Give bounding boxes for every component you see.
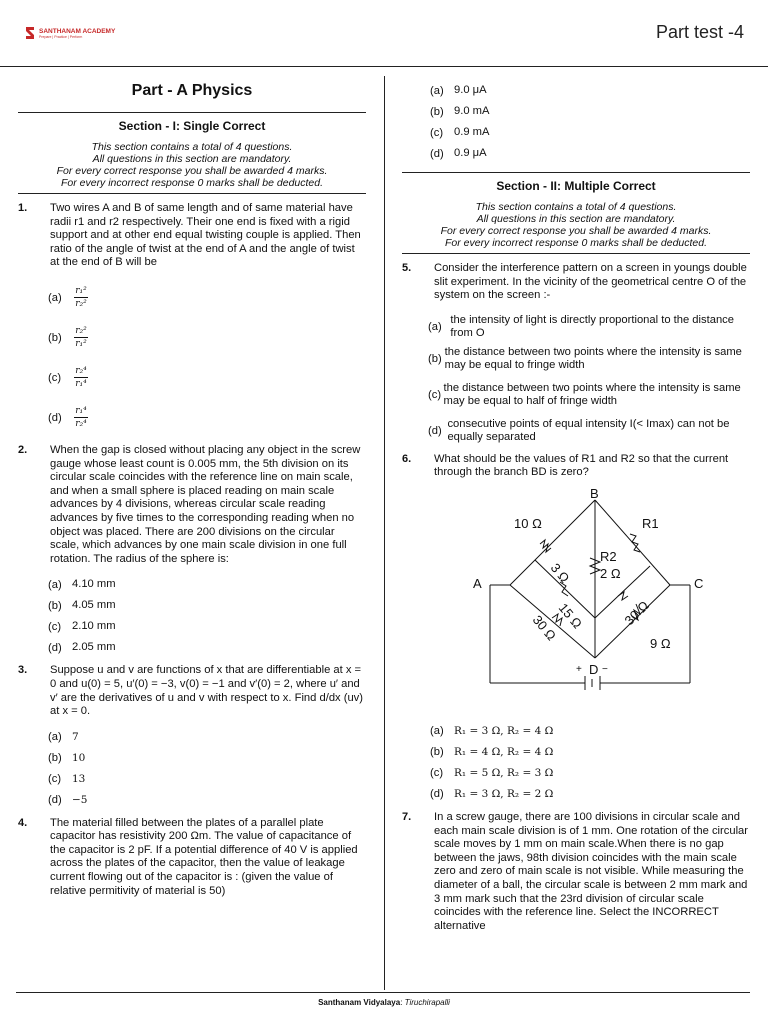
node-label: A [473, 575, 482, 591]
page-header [0, 0, 768, 68]
option-text: R₁ = 3 Ω, R₂ = 2 Ω [454, 787, 554, 800]
option[interactable] [430, 101, 750, 122]
svg-text:+: + [576, 663, 582, 675]
option[interactable] [430, 742, 750, 763]
option-label: (a) [48, 291, 62, 304]
numerator: r₁² [75, 286, 87, 297]
option[interactable] [428, 343, 750, 375]
option[interactable] [430, 143, 750, 164]
logo-name: SANTHANAM ACADEMY [39, 27, 116, 35]
resistor-label: 30 Ω [529, 612, 560, 644]
question-1 [18, 202, 366, 270]
question-number: 4. [18, 816, 28, 829]
header-divider [0, 66, 768, 67]
svg-text:−: − [602, 663, 608, 675]
right-column [402, 80, 750, 941]
instruction-line: This section contains a total of 4 questions. [475, 201, 677, 213]
option-text: the intensity of light is directly proportional to the distance from O [450, 313, 734, 339]
section-1-instructions [18, 141, 366, 194]
denominator: r₁² [75, 339, 87, 350]
option[interactable] [48, 727, 366, 748]
option-text: 4.10 mm [72, 578, 116, 591]
numerator: r₂² [75, 326, 87, 337]
instruction-line: For every incorrect response 0 marks shall be deducted. [60, 177, 324, 189]
resistor-label: 3 Ω [547, 560, 573, 586]
option[interactable] [430, 763, 750, 784]
question-number: 6. [402, 452, 412, 465]
option[interactable] [430, 80, 750, 101]
option-text: R₁ = 4 Ω, R₂ = 4 Ω [454, 745, 554, 758]
option-text: 4.05 mm [72, 599, 116, 612]
resistor-label: 2 Ω [600, 565, 621, 581]
test-title: Part test -4 [655, 22, 744, 42]
question-number: 1. [18, 202, 28, 214]
resistor-label: 30 Ω [621, 597, 652, 629]
option[interactable] [48, 398, 366, 438]
part-title: Part - A Physics [131, 82, 253, 99]
section-1-title: Section - I: Single Correct [18, 112, 366, 133]
logo-tagline: Prepare | Practice | Perform [39, 34, 83, 39]
fraction [74, 286, 88, 309]
option-label: (c) [48, 371, 62, 384]
option-text: consecutive points of equal intensity I(< Imax) can not be equally separated [447, 417, 730, 443]
option[interactable] [48, 790, 366, 811]
fraction [74, 366, 88, 389]
question-text: What should be the values of R1 and R2 so that the current through the branch BD is zero? [434, 452, 729, 479]
footer-divider [16, 992, 750, 993]
section-2-instructions [402, 201, 750, 254]
option[interactable] [48, 318, 366, 358]
resistor-label: R2 [600, 548, 617, 564]
option-label: (b) [428, 352, 442, 365]
instruction-line: For every correct response you shall be awarded 4 marks. [440, 225, 712, 237]
option-label: (a) [48, 578, 62, 591]
denominator: r₂⁴ [75, 419, 87, 430]
node-label: B [590, 487, 599, 501]
question-text: Consider the interference pattern on a screen in youngs double slit experiment. In the vicinity of the geometrical centre O of the system on the screen :- [434, 262, 747, 302]
resistor-label: 9 Ω [650, 635, 671, 651]
option[interactable] [428, 375, 750, 415]
option[interactable] [48, 748, 366, 769]
option[interactable] [48, 616, 366, 637]
question-text: The material filled between the plates of a parallel plate capacitor has resistivity 200 Ωm. The value of capacitance of the capacitor is 2 pF. If a potential difference of 40 V is applied across the plates of the capacitor, then the value of leakage current flowing out of the capacitor is : (given the value of relative permitivity of material is 50) [50, 816, 358, 897]
option[interactable] [430, 721, 750, 742]
denominator: r₁⁴ [75, 379, 87, 390]
option-text: R₁ = 5 Ω, R₂ = 3 Ω [454, 766, 554, 779]
circuit-figure [402, 488, 750, 711]
option-text: 2.05 mm [72, 641, 116, 654]
option-text: the distance between two points where the intensity is same may be equal to half of fringe width [443, 381, 741, 407]
option-text: R₁ = 3 Ω, R₂ = 4 Ω [454, 724, 554, 737]
option-text: 0.9 μA [454, 147, 487, 159]
question-number: 5. [402, 262, 412, 274]
question-number: 2. [18, 443, 28, 456]
question-text: Two wires A and B of same length and of same material have radii r1 and r2 respectively. Their one end is fixed with a rigid support and at other end equal twisting couple is applied. Then ratio of the angle of twist at the end of A and the angle of twist at the end of B will be [50, 202, 361, 269]
option-label: (b) [48, 599, 62, 612]
option[interactable] [48, 278, 366, 318]
academy-logo [24, 26, 115, 40]
question-4-options [430, 80, 750, 164]
column-divider [384, 76, 385, 990]
option-label: (d) [48, 411, 62, 424]
option[interactable] [430, 784, 750, 805]
left-column [18, 80, 366, 906]
option[interactable] [48, 769, 366, 790]
question-text: When the gap is closed without placing any object in the screw gauge whose least count is 0.005 mm, the 5th division on its circular scale coincides with the reference line on main scale, and when a small sphere is placed reading on main scale advances by 4 divisions, whereas circular scale reading advances by five times to the corresponding reading when no object was placed. There are 200 divisions on the circular scale, which advances by one main scale division in one full rotation. The radius of the sphere is: [50, 443, 361, 565]
option-label: (a) [428, 320, 442, 333]
option-label: (a) [48, 731, 62, 744]
node-label: C [694, 575, 704, 591]
instruction-line: For every correct response you shall be awarded 4 marks. [56, 165, 328, 177]
option[interactable] [48, 595, 366, 616]
option-label: (c) [430, 126, 444, 139]
resistor-label: 15 Ω [555, 600, 586, 632]
logo-icon [24, 26, 36, 40]
footer-school: Santhanam Vidyalaya [318, 998, 401, 1007]
question-2 [18, 444, 366, 566]
question-text: In a screw gauge, there are 100 divisions in circular scale and each main scale division is of 1 mm. One rotation of the circular scale moves by 1 mm on main scale.When there is no gap between the jaws, 98th division coincides with the main scale zero and zero of main scale is not visible. While measuring the diameter of a ball, the circular scale is between 2 mm mark and 3 mm mark such that the 23rd division of circular scale coincides with the reference line. Select the INCORRECT alternative [434, 810, 749, 932]
option-text: −5 [72, 793, 88, 806]
question-6-options [430, 721, 750, 805]
option-label: (a) [430, 725, 444, 738]
instruction-line: All questions in this section are mandatory. [476, 213, 676, 225]
option[interactable] [48, 637, 366, 658]
option-text: 0.9 mA [454, 126, 490, 138]
question-5 [402, 262, 750, 303]
instruction-line: For every incorrect response 0 marks shall be deducted. [444, 237, 708, 249]
option-text: 13 [72, 772, 86, 785]
denominator: r₂² [75, 299, 87, 310]
question-2-options [48, 574, 366, 658]
resistor-label: 10 Ω [514, 515, 542, 531]
option-text: 10 [72, 751, 86, 764]
option-label: (c) [428, 388, 442, 401]
option-label: (d) [48, 794, 62, 807]
wheatstone-bridge-diagram [440, 488, 740, 708]
question-3 [18, 664, 366, 718]
resistor-label: R1 [642, 515, 659, 531]
footer-city: Tiruchirapalli [404, 998, 450, 1007]
question-3-options [48, 727, 366, 811]
question-1-options [48, 278, 366, 438]
option[interactable] [48, 574, 366, 595]
numerator: r₂⁴ [75, 366, 87, 377]
option[interactable] [428, 415, 750, 447]
option[interactable] [48, 358, 366, 398]
option-label: (d) [430, 147, 444, 160]
option-label: (a) [430, 84, 444, 97]
option-label: (b) [430, 105, 444, 118]
option-text: 2.10 mm [72, 620, 116, 633]
question-number: 7. [402, 810, 412, 823]
option-text: 9.0 μA [454, 84, 487, 96]
option-label: (b) [48, 752, 62, 765]
option-label: (c) [430, 767, 444, 780]
option[interactable] [428, 311, 750, 343]
numerator: r₁⁴ [75, 406, 87, 417]
option[interactable] [430, 122, 750, 143]
option-text: 9.0 mA [454, 105, 490, 117]
instruction-line: This section contains a total of 4 questions. [91, 141, 293, 153]
option-text: the distance between two points where the intensity is same may be equal to fringe width [444, 345, 742, 371]
instruction-line: All questions in this section are mandatory. [92, 153, 292, 165]
option-label: (c) [48, 773, 62, 786]
fraction [74, 406, 88, 429]
option-label: (d) [428, 424, 442, 437]
question-7 [402, 811, 750, 933]
question-6 [402, 453, 750, 480]
question-4 [18, 817, 366, 899]
option-label: (b) [48, 331, 62, 344]
option-label: (c) [48, 620, 62, 633]
node-label: D [589, 661, 599, 677]
footer-separator: : [400, 998, 405, 1007]
question-5-options [428, 311, 750, 447]
option-text: 7 [72, 730, 79, 743]
option-label: (b) [430, 746, 444, 759]
option-label: (d) [430, 788, 444, 801]
fraction [74, 326, 88, 349]
question-number: 3. [18, 664, 28, 677]
section-2-title: Section - II: Multiple Correct [402, 172, 750, 193]
question-text: Suppose u and v are functions of x that are differentiable at x = 0 and u(0) = 5, u′(0) = −3, v(0) = −1 and v′(0) = 2, where u′ and v′ are the derivatives of u and v with respect to x. Find d/dx (uv) at x = 0. [50, 664, 364, 718]
option-label: (d) [48, 641, 62, 654]
page-footer [0, 998, 768, 1007]
